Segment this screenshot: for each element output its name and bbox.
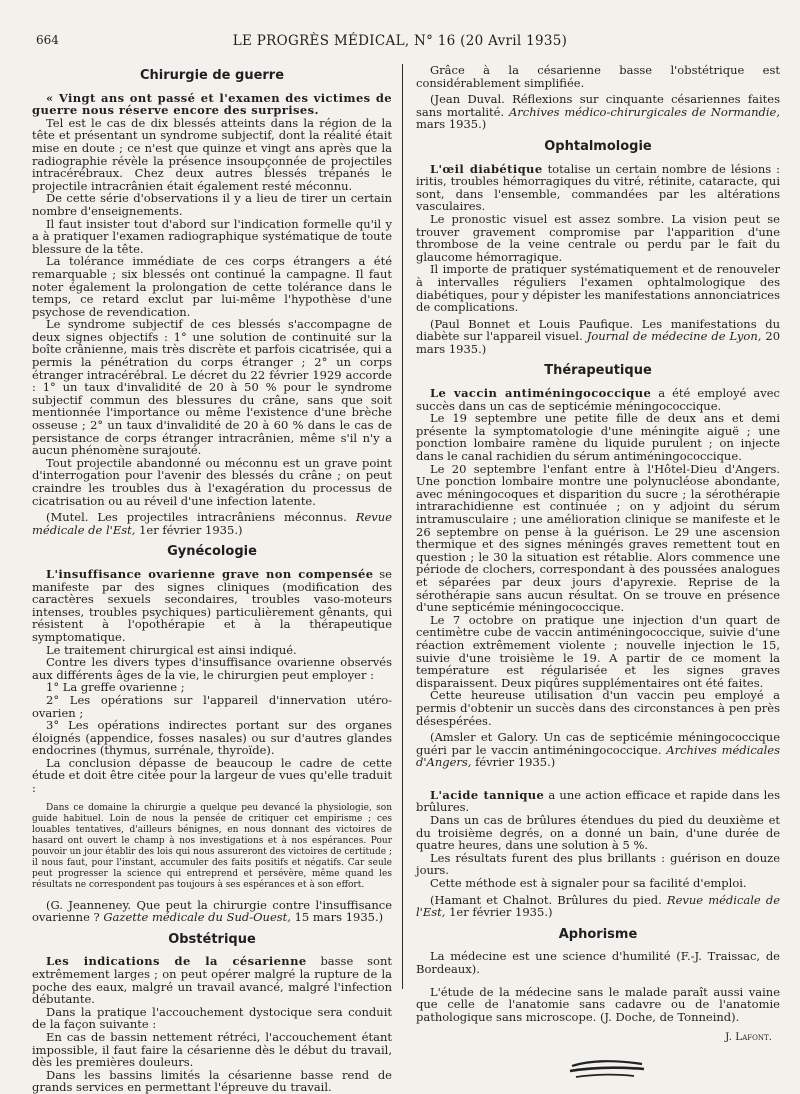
left-column	[32, 64, 392, 1094]
paragraph: Le syndrome subjectif de ces blessés s'accompagne de deux signes objectifs : 1° une solution de continuité sur la boîte crânienne, mais très discrète et parfois cicatrisée, qui a permis la pénétration du corps étranger ; 2° un corps étranger intracérébral. Le décret du 22 février 1929 accorde : 1° un taux d'invalidité de 20 à 50 % pour le syndrome subjectif commun des blessures du crâne, sans que soit mentionnée l'importance ou même l'existence d'une brèche osseuse ; 2° un taux d'invalidité de 20 à 60 % dans le cas de persistance de corps étranger intracrânien, même s'il n'y a aucun phénomène surajouté.	[32, 317, 392, 458]
source-citation	[416, 318, 780, 356]
paragraph: Dans un cas de brûlures étendues du pied du deuxième et du troisième degrés, on a donné un bain, d'une durée de quatre heures, dans une solution à 5 %.	[416, 813, 780, 853]
list-item: 2° Les opérations sur l'appareil d'innervation utéro-ovarien ;	[32, 692, 392, 720]
paragraph: La médecine est une science d'humilité (F.-J. Traissac, de Bordeaux).	[416, 949, 780, 976]
page-header	[0, 0, 800, 50]
paragraph: Il faut insister tout d'abord sur l'indication formelle qu'il y a à pratiquer l'examen radiographique systématique de toute blessure de la tête.	[32, 216, 392, 256]
section-title-ophtalmologie: Ophtalmologie	[544, 138, 652, 154]
source-citation	[416, 93, 780, 131]
paragraph: Le 19 septembre une petite fille de deux ans et demi présente la symptomatologie d'une méningite aiguë ; une ponction lombaire ramène du liquide purulent ; on injecte dans le canal rachidien du sérum antiméningococcique.	[416, 411, 780, 464]
lead-text: Le vaccin antiméningococcique	[430, 386, 652, 401]
paragraph: Cette heureuse utilisation d'un vaccin peu employé a permis d'obtenir un succès dans des circonstances à pen près désespérées.	[416, 688, 780, 728]
source-citation	[32, 511, 392, 536]
section-title-aphorisme: Aphorisme	[558, 926, 638, 942]
paragraph	[416, 387, 780, 412]
citation-journal: Revue médicale de l'Est,	[32, 510, 393, 537]
page-number: 664	[36, 33, 59, 47]
citation-journal: Gazette médicale du Sud-Ouest,	[103, 910, 291, 925]
lead-text: L'insuffisance ovarienne grave non compensée	[46, 566, 374, 581]
paragraph	[416, 789, 780, 814]
citation-text: (Amsler et Galory. Un cas de septicémie méningococcique guéri par le vaccin antiméningococcique.	[416, 730, 780, 757]
right-column	[416, 64, 780, 1087]
citation-journal: Revue médicale de l'Est,	[416, 892, 781, 920]
source-citation	[32, 899, 392, 924]
source-citation	[416, 731, 780, 769]
section-title-obstetrique: Obstétrique	[168, 931, 256, 947]
citation-date: 20 mars 1935.)	[416, 329, 781, 356]
citation-date: 15 mars 1935.)	[294, 910, 384, 925]
quoted-passage: Dans ce domaine la chirurgie a quelque peu devancé la physiologie, son guide habituel. Loin de nous la pensée de critiquer cet empirisme ; ces louables tentatives, d'ailleurs bénignes, en nous donnant des victoires de hasard ont ouvert le champ à nos investigations et à nos espérances. Pour pouvoir un jour établir des lois qui nous assureront des victoires de certitude ; il nous faut, pour l'instant, accumuler des faits positifs et négatifs. Car seule peut progresser la science qui entreprend et persévère, même quand les résultats ne correspondent pas toujours à ses espérances et à son effort.	[32, 802, 392, 890]
paragraph	[32, 568, 392, 644]
list-item: 1° La greffe ovarienne ;	[46, 680, 185, 695]
section-title-therapeutique: Thérapeutique	[544, 363, 652, 379]
paragraph: Le 7 octobre on pratique une injection d'un quart de centimètre cube de vaccin antiméningococcique, suivie d'une réaction extrêmement violente ; nouvelle injection le 15, suivie d'une troisième le 19. A partir de ce moment la température est régularisée et les signes graves disparaissent. Deux piqûres supplémentaires ont été faites.	[416, 612, 780, 690]
paragraph: La conclusion dépasse de beaucoup le cadre de cette étude et doit être citée pour la largeur de vues qu'elle traduit :	[32, 755, 392, 796]
lead-text: L'acide tannique	[430, 787, 545, 802]
paragraph	[32, 92, 392, 117]
paragraph-text: a été employé avec succès dans un cas de septicémie méningococcique.	[416, 386, 780, 413]
citation-journal: Journal de médecine de Lyon,	[586, 329, 762, 344]
paragraph: Le pronostic visuel est assez sombre. La vision peut se trouver gravement compromise par l'apparition d'une thrombose de la veine centrale ou perdu par le fait du glaucome hémorragique.	[416, 211, 780, 264]
paragraph-text: se manifeste par des signes cliniques (modification des caractères sexuels secondaires, troubles vaso-moteurs intenses, troubles psychiques) particulièrement gênants, qui résistent à l'opothérapie et à la thérapeutique symptomatique.	[32, 566, 392, 644]
paragraph: Les résultats furent des plus brillants : guérison en douze jours.	[416, 850, 780, 878]
citation-date: février 1935.)	[475, 755, 556, 770]
paragraph-text: basse sont extrêmement larges ; on peut opérer malgré la rupture de la poche des eaux, malgré un travail avancé, malgré l'infection débutante.	[32, 954, 392, 1007]
paragraph: Tel est le cas de dix blessés atteints dans la région de la tête et présentant un syndrome subjectif, dont la réalité était mise en doute ; ce n'est que quinze et vingt ans après que la radiographie révèle la présence insoupçonnée de projectiles intracérébraux. Chez deux autres blessés trépanés le projectile intracrânien était également resté méconnu.	[32, 115, 392, 193]
citation-text: (Paul Bonnet et Louis Paufique. Les manifestations du diabète sur l'appareil visuel.	[416, 316, 780, 344]
paragraph: En cas de bassin nettement rétréci, l'accouchement étant impossible, il faut faire la césarienne dès le début du travail, dès les premières douleurs.	[32, 1030, 392, 1070]
paragraph: L'étude de la médecine sans le malade paraît aussi vaine que celle de l'anatomie sans cadavre ou de l'anatomie pathologique sans microscope. (J. Doche, de Tonneind).	[416, 984, 780, 1024]
journal-title: LE PROGRÈS MÉDICAL, N° 16 (20 Avril 1935)	[232, 33, 568, 49]
list-item: 3° Les opérations indirectes portant sur des organes éloignés (appendice, fosses nasales) ou sur d'autres glandes endocrines (thymus, surrénale, thyroïde).	[32, 718, 392, 758]
section-title-chirurgie: Chirurgie de guerre	[139, 68, 285, 83]
paragraph: Contre les divers types d'insuffisance ovarienne observés aux différents âges de la vie, le chirurgien peut employer :	[32, 655, 392, 682]
citation-date: mars 1935.)	[416, 117, 487, 132]
citation-journal: Archives médico-chirurgicales de Normandie,	[509, 104, 781, 119]
paragraph: Tout projectile abandonné ou méconnu est un grave point d'interrogation pour l'avenir des blessés du crâne ; on peut craindre les troubles dus à l'exagération du processus de cicatrisation ou au réveil d'une infection latente.	[32, 455, 392, 508]
paragraph	[32, 955, 392, 1005]
paragraph: La tolérance immédiate de ces corps étrangers a été remarquable ; six blessés ont continué la campagne. Il faut noter également la prolongation de cette tolérance dans le temps, ce retard exclut par lui-même l'hypothèse d'une psychose de revendication.	[32, 254, 392, 319]
citation-date: 1er février 1935.)	[449, 905, 553, 920]
paragraph: Le traitement chirurgical est ainsi indiqué.	[46, 642, 297, 657]
citation-text: (Hamant et Chalnot. Brûlures du pied.	[430, 892, 662, 907]
paragraph: Dans les bassins limités la césarienne basse rend de grands services en permettant l'épreuve du travail.	[32, 1067, 392, 1094]
paragraph: Cette méthode est à signaler pour sa facilité d'emploi.	[430, 876, 747, 891]
paragraph: Il importe de pratiquer systématiquement et de renouveler à intervalles réguliers l'examen ophtalmologique des diabétiques, pour y dépister les manifestations annonciatrices de complications.	[416, 262, 780, 315]
citation-date: 1er février 1935.)	[139, 522, 243, 537]
citation-journal: Archives médicales d'Angers,	[416, 742, 781, 770]
citation-text: (Jean Duval. Réflexions sur cinquante césariennes faites sans mortalité.	[416, 92, 780, 119]
citation-text: (Mutel. Les projectiles intracrâniens méconnus.	[46, 510, 347, 525]
section-title-gynecologie: Gynécologie	[167, 544, 257, 560]
author-signature: J. Lafont.	[725, 1031, 772, 1044]
citation-text: (G. Jeanneney. Que peut la chirurgie contre l'insuffisance ovarienne ?	[32, 897, 392, 925]
flourish-ornament	[568, 1056, 648, 1084]
paragraph-text: totalise un certain nombre de lésions : iritis, troubles hémorragiques du vitré, rétinite, cataracte, qui sont, dans l'ensemble, commandées par les altérations vasculaires.	[416, 161, 781, 214]
lead-text: Les indications de la césarienne	[46, 954, 307, 969]
paragraph-text: a une action efficace et rapide dans les brûlures.	[416, 787, 780, 815]
lead-text: L'œil diabétique	[430, 161, 543, 176]
column-divider	[402, 64, 403, 989]
paragraph	[416, 163, 780, 213]
paragraph: Grâce à la césarienne basse l'obstétrique est considérablement simplifiée.	[416, 63, 780, 90]
source-citation	[416, 894, 780, 919]
paragraph: De cette série d'observations il y a lieu de tirer un certain nombre d'enseignements.	[32, 191, 392, 218]
lead-text: « Vingt ans ont passé et l'examen des victimes de guerre nous réserve encore des surprises.	[32, 90, 392, 118]
paragraph: Dans la pratique l'accouchement dystocique sera conduit de la façon suivante :	[32, 1004, 392, 1032]
paragraph: Le 20 septembre l'enfant entre à l'Hôtel-Dieu d'Angers. Une ponction lombaire montre une polynucléose abondante, avec méningocoques et disparition du sucre ; la sérothérapie intrarachidienne est continuée ; on y adjoint du sérum intramusculaire ; une amélioration clinique se manifeste et le 26 septembre on pense à la guérison. Le 29 une ascension thermique et des signes méningés graves remettent tout en question ; le 30 la situation est rétablie. Alors commence une période de clochers, correspondant à des poussées analogues et séparées par deux jours d'apyrexie. Reprise de la sérothérapie sans aucun résultat. On se trouve en présence d'une septicémie méningococcique.	[416, 461, 780, 615]
